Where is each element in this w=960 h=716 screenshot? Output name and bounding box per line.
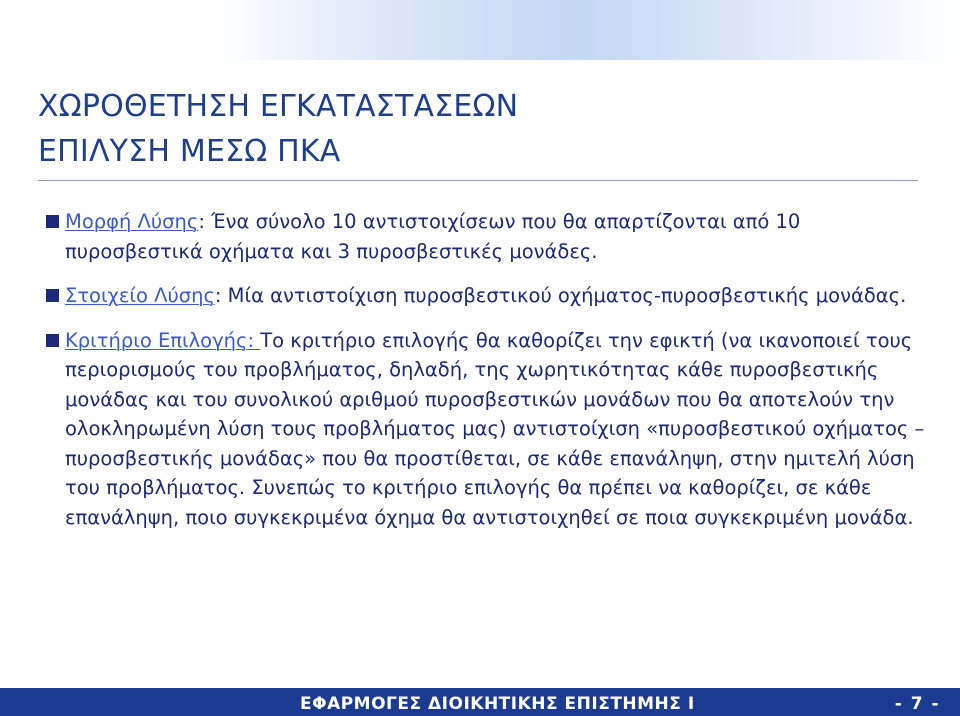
footer-course-title: ΕΦΑΡΜΟΓΕΣ ΔΙΟΙΚΗΤΙΚΗΣ ΕΠΙΣΤΗΜΗΣ Ι bbox=[300, 694, 695, 714]
slide-body bbox=[46, 207, 926, 532]
bullet-term: Στοιχείο Λύσης bbox=[65, 284, 215, 307]
square-bullet-icon bbox=[46, 215, 59, 228]
bullet-text: Μία αντιστοίχιση πυροσβεστικού οχήματος-πυροσβεστικής μονάδας. bbox=[221, 284, 907, 307]
bullet-text: Το κριτήριο επιλογής θα καθορίζει την εφικτή (να ικανοποιεί τους περιορισμούς του προβλήματος, δηλαδή, της χωρητικότητας κάθε πυροσβεστικής μονάδας και του συνολικού αριθμού πυροσβεστικών μονάδων που θα αποτελούν την ολοκληρωμένη λύση τους προβλήματος μας) αντιστοίχιση «πυροσβεστικού οχήματος – πυροσβεστικής μονάδας» που θα προστίθεται, σε κάθε επανάληψη, στην ημιτελή λύση του προβλήματος. Συνεπώς το κριτήριο επιλογής θα πρέπει να καθορίζει, σε κάθε επανάληψη, ποιο συγκεκριμένα όχημα θα αντιστοιχηθεί σε ποια συγκεκριμένη μονάδα. bbox=[65, 328, 925, 529]
bullet-separator: : bbox=[214, 284, 222, 307]
bullet-text: Ένα σύνολο 10 αντιστοιχίσεων που θα απαρτίζονται από 10 πυροσβεστικά οχήματα και 3 πυροσβεστικές μονάδες. bbox=[65, 210, 801, 263]
slide-title-line-2: ΕΠΙΛΥΣΗ ΜΕΣΩ ΠΚΑ bbox=[38, 134, 341, 169]
bullet-solution-form bbox=[46, 207, 926, 266]
bullet-solution-element bbox=[46, 281, 926, 311]
page-number: - 7 - bbox=[894, 694, 940, 714]
bullet-term: Μορφή Λύσης bbox=[65, 210, 199, 233]
top-gradient-band bbox=[0, 0, 960, 60]
slide-title-line-1: ΧΩΡΟΘΕΤΗΣΗ ΕΓΚΑΤΑΣΤΑΣΕΩΝ bbox=[38, 89, 519, 124]
square-bullet-icon bbox=[46, 289, 59, 302]
slide-title bbox=[38, 84, 918, 174]
bullet-term: Κριτήριο Επιλογής: bbox=[65, 328, 261, 352]
bullet-separator: : bbox=[198, 210, 205, 233]
bullet-selection-criterion bbox=[46, 326, 926, 533]
square-bullet-icon bbox=[46, 334, 59, 347]
title-divider bbox=[38, 180, 918, 181]
